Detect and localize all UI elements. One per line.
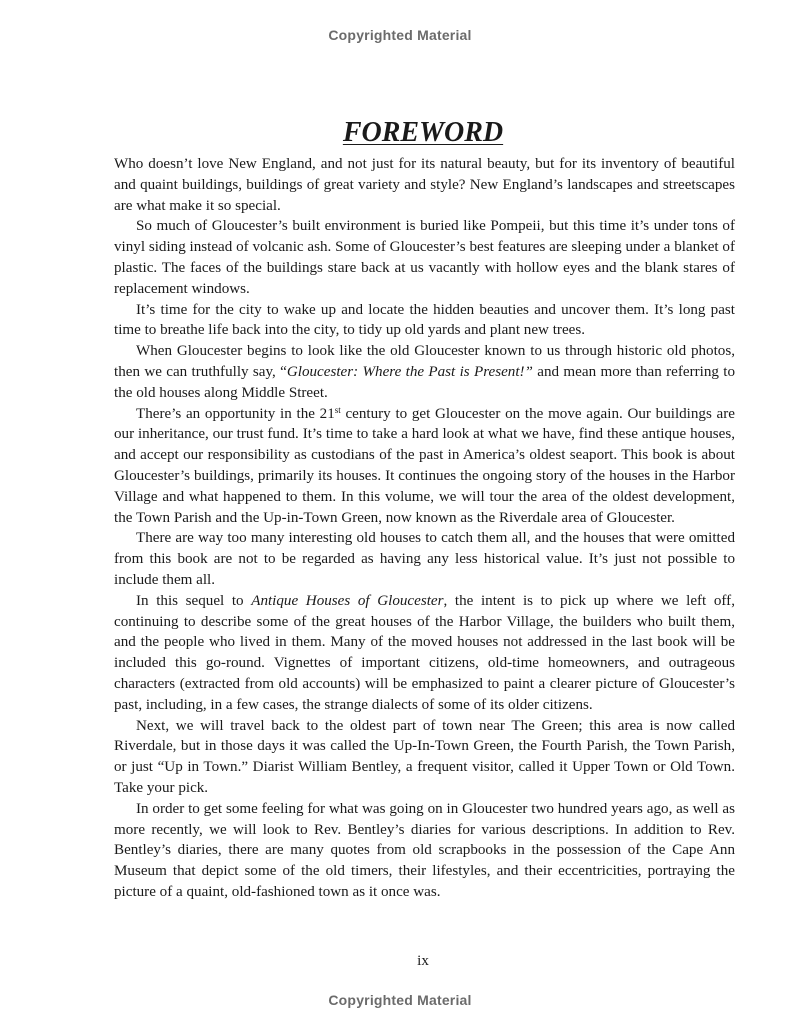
paragraph-4: [114, 341, 735, 403]
paragraph-4-text: When Gloucester begins to look like the old Gloucester known to us through historic old photos, then we can truthfully say, “: [114, 343, 735, 380]
paragraph-5-text-end: century to get Gloucester on the move again. Our buildings are our inheritance, our trust fund. It’s time to take a hard look at what we have, find these antique houses, and accept our responsibility as custodians of the past in America’s oldest seaport. This book is about Gloucester’s buildings, primarily its houses. It continues the ongoing story of the houses in the Harbor Village and what happened to them. In this volume, we will tour the area of the oldest development, the Town Parish and the Up-in-Town Green, now known as the Riverdale area of Gloucester.: [114, 405, 735, 526]
copyright-watermark-top: Copyrighted Material: [328, 27, 472, 43]
paragraph-7: [114, 591, 735, 716]
book-title-italic: Antique Houses of Gloucester: [251, 592, 444, 609]
foreword-body: [114, 154, 735, 903]
paragraph-6: There are way too many interesting old houses to catch them all, and the houses that were omitted from this book are not to be regarded as having any less historical value. It’s just not possible to include them all.: [114, 530, 735, 588]
paragraph-4-italic-quote: Gloucester: Where the Past is Present!”: [286, 363, 533, 380]
ordinal-superscript: st: [334, 404, 341, 415]
page-number: ix: [417, 953, 429, 969]
copyright-watermark-bottom: Copyrighted Material: [328, 992, 472, 1008]
paragraph-2: So much of Gloucester’s built environment is buried like Pompeii, but this time it’s under tons of vinyl siding instead of volcanic ash. Some of Gloucester’s best features are sleeping under a blanket of plastic. The faces of the buildings stare back at us vacantly with hollow eyes and the blank stares of replacement windows.: [114, 218, 735, 297]
paragraph-3: It’s time for the city to wake up and locate the hidden beauties and uncover them. It’s long past time to breathe life back into the city, to tidy up old yards and plant new trees.: [114, 301, 735, 339]
page-title: FOREWORD: [342, 116, 504, 148]
paragraph-5-text: There’s an opportunity in the 21: [136, 405, 335, 422]
paragraph-7-text-end: , the intent is to pick up where we left off, continuing to describe some of the great houses of the Harbor Village, the builders who built them, and the people who lived in them. Many of the moved houses not addressed in the last book will be included this go-round. Vignettes of important citizens, old-time homeowners, and outrageous characters (extracted from old accounts) will be emphasized to paint a clearer picture of Gloucester’s past, including, in a few cases, the strange dialects of some of its older citizens.: [114, 592, 735, 713]
paragraph-7-text: In this sequel to: [136, 592, 252, 609]
paragraph-9: In order to get some feeling for what was going on in Gloucester two hundred years ago, as well as more recently, we will look to Rev. Bentley’s diaries for various descriptions. In addition to Rev. Bentley’s diaries, there are many quotes from old scrapbooks in the possession of the Cape Ann Museum that depict some of the old timers, their lifestyles, and their eccentricities, portraying the picture of a quaint, old-fashioned town as it once was.: [114, 800, 735, 900]
paragraph-8: Next, we will travel back to the oldest part of town near The Green; this area is now called Riverdale, but in those days it was called the Up-In-Town Green, the Fourth Parish, the Town Parish, or just “Up in Town.” Diarist William Bentley, a frequent visitor, called it Upper Town or Old Town. Take your pick.: [114, 717, 735, 796]
paragraph-1: Who doesn’t love New England, and not just for its natural beauty, but for its inventory of beautiful and quaint buildings, buildings of great variety and style? New England’s landscapes and streetscapes are what make it so special.: [114, 156, 735, 214]
paragraph-5: [114, 404, 735, 529]
paragraph-4-text-end: and mean more than referring to the old houses along Middle Street.: [114, 363, 735, 401]
